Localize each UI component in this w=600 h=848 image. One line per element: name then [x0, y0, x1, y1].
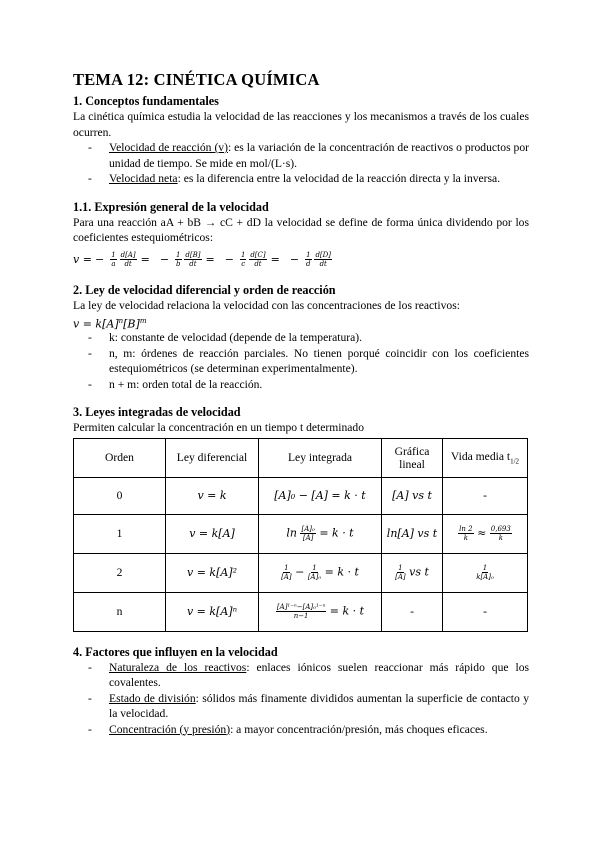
page-title: TEMA 12: CINÉTICA QUÍMICA	[73, 70, 320, 89]
section-4-heading: 4. Factores que influyen en la velocidad	[73, 644, 278, 659]
list-item: - n, m: órdenes de reacción parciales. No tienen porqué coincidir con los coeficientes estequiométricos (se determinan experimentalmente).	[88, 346, 529, 375]
list-item: - Naturaleza de los reactivos: enlaces iónicos suelen reaccionar más rápido que los covalentes.	[88, 660, 529, 689]
col-vida-media: Vida media $t_{1/2}$	[443, 438, 528, 477]
section-1-list	[73, 140, 529, 187]
document-page	[73, 70, 529, 737]
col-ley-integrada: Ley integrada	[259, 438, 382, 477]
list-item: - n + m: orden total de la reacción.	[88, 377, 263, 391]
table-row: n v = k[A]ⁿ $\frac{\text{[A]¹⁻ⁿ−[A]₀¹⁻ⁿ}}{n-1}$ = k · t - -	[74, 592, 528, 631]
section-2-heading: 2. Ley de velocidad diferencial y orden de reacción	[73, 282, 336, 297]
col-orden: Orden	[74, 438, 166, 477]
rate-symbol: v =	[73, 253, 92, 266]
col-ley-diferencial: Ley diferencial	[166, 438, 259, 477]
rate-equation	[73, 247, 529, 273]
section-1-intro: La cinética química estudia la velocidad de las reacciones y los mecanismos a través de los cuales ocurren.	[73, 110, 529, 139]
term: Velocidad de reacción (v)	[109, 141, 228, 154]
col-grafica-lineal: Gráfica lineal	[382, 438, 443, 477]
table-row: 2 v = k[A]² $\frac{1}{[A]}$ − $\frac{1}{\text{[A]₀}}$ = k · t $\frac{1}{[A]}$ vs t $\frac{1}{\text{k[A]₀}}$	[74, 553, 528, 592]
list-item: - Velocidad de reacción (v): es la variación de la concentración de reactivos o productos por unidad de tiempo. Se mide en mol/(L·s).	[88, 141, 529, 170]
section-2-list	[73, 330, 529, 392]
section-3-heading: 3. Leyes integradas de velocidad	[73, 405, 241, 419]
definition: : es la variación de la concentración de reactivos o productos por unidad de tiempo. Se mide en mol/(L·s).	[109, 141, 529, 170]
integrated-laws-table	[73, 438, 528, 632]
section-1-1-heading: 1.1. Expresión general de la velocidad	[73, 199, 269, 214]
section-1-1-text: Para una reacción aA + bB → cC + dD la velocidad se define de forma única dividendo por los coeficientes estequiométricos:	[73, 215, 529, 244]
list-item: - Estado de división: sólidos más finamente divididos aumentan la superficie de contacto y la velocidad.	[88, 691, 529, 720]
list-item: - Concentración (y presión): a mayor concentración/presión, más choques eficaces.	[88, 722, 488, 736]
rate-law: $v = k[A]^n[B]^m$	[73, 317, 147, 331]
rate-term-a: − $\frac{1}{a}$ $\frac{d[A]}{dt}$ =	[95, 251, 150, 268]
section-1-heading: 1. Conceptos fundamentales	[73, 94, 219, 108]
section-2-text: La ley de velocidad relaciona la velocidad con las concentraciones de los reactivos:	[73, 298, 460, 312]
definition: : es la diferencia entre la velocidad de la reacción directa y la inversa.	[177, 172, 501, 185]
rate-term-b: − $\frac{1}{b}$ $\frac{d[B]}{dt}$ =	[159, 251, 215, 268]
rate-term-d: − $\frac{1}{d}$ $\frac{d[D]}{dt}$	[289, 251, 331, 268]
rate-term-c: − $\frac{1}{c}$ $\frac{d[C]}{dt}$ =	[224, 251, 280, 268]
table-row: 1 v = k[A] ln $\frac{\text{[A]₀}}{[A]}$ = k · t ln[A] vs t $\frac{\ln 2}{k}$ ≈ $\frac{0,693}{k}$	[74, 514, 528, 553]
table-header-row	[74, 438, 528, 477]
section-3-text: Permiten calcular la concentración en un tiempo t determinado	[73, 421, 365, 434]
section-4-list	[73, 660, 529, 738]
term: Velocidad neta	[109, 172, 178, 185]
list-item: - Velocidad neta: es la diferencia entre la velocidad de la reacción directa y la inversa.	[88, 172, 501, 185]
list-item: - k: constante de velocidad (depende de la temperatura).	[88, 331, 363, 344]
table-row: 0 v = k [A]₀ − [A] = k · t [A] vs t -	[74, 477, 528, 514]
